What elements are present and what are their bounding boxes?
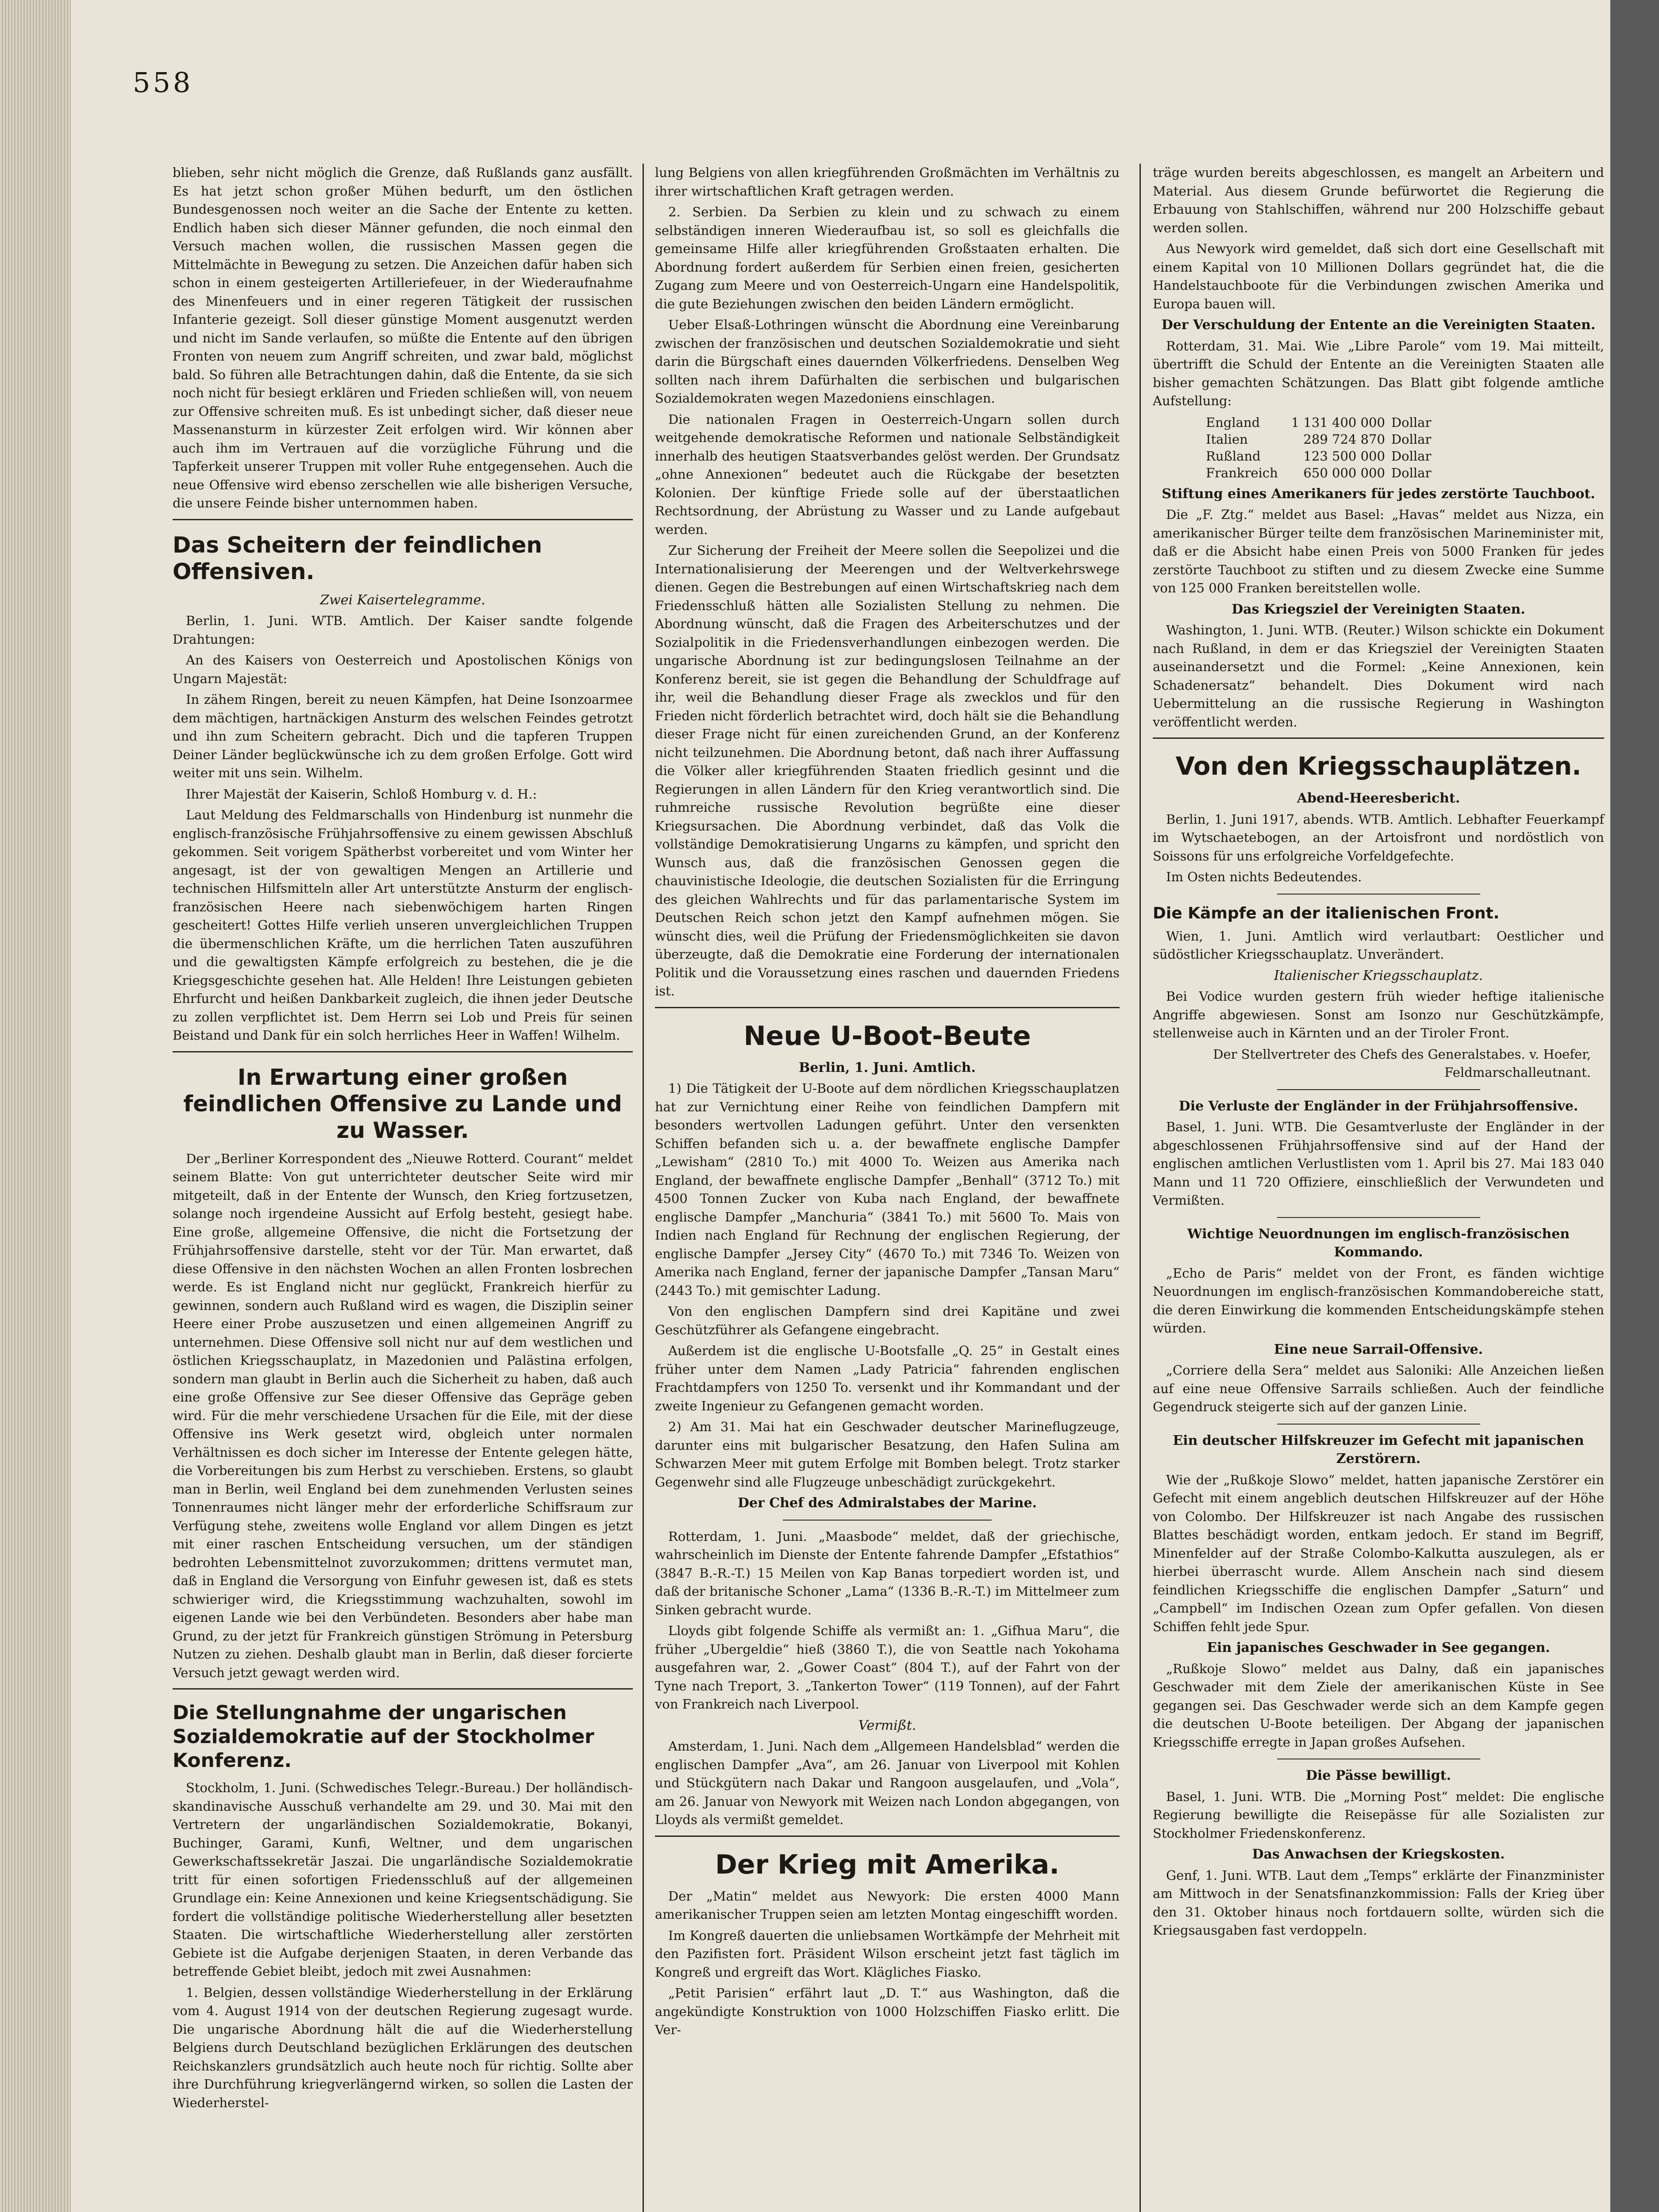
subheadline: Abend-Heeresbericht. xyxy=(1297,791,1460,806)
headline: Die Kämpfe an der italienischen Front. xyxy=(1153,904,1500,922)
article-text: Berlin, 1. Juni 1917, abends. WTB. Amtlich. Lebhafter Feuerkampf im Wytschaetebogen, an der Artoisfront und nordöstlich von Soissons für uns erfolgreiche Vorfeldgefechte. xyxy=(1153,811,1604,864)
article-text: Die nationalen Fragen in Oesterreich-Ungarn sollen durch weitgehende demokratische Reformen und nationale Selbständigkeit innerhalb des heutigen Staatsverbandes gelöst werden. Der Grundsatz „ohne Annexionen“ bedeutet auch die Rückgabe der besetzten Kolonien. Der künftige Friede solle auf der überstaatlichen Rechtsordnung, der Abrüstung zu Wasser und zu Lande aufgebaut werden. xyxy=(655,411,1120,537)
subheadline: Vermißt. xyxy=(858,1717,916,1733)
article-text: Außerdem ist die englische U-Bootsfalle „Q. 25“ in Gestalt eines früher unter dem Namen „Lady Patricia“ fahrenden englischen Frachtdampfers von 1250 To. versenkt und ihr Kommandant und der zweite Ingenieur zu Gefangenen gemacht worden. xyxy=(655,1343,1120,1413)
subheadline: Eine neue Sarrail-Offensive. xyxy=(1274,1341,1483,1357)
article-text: 2) Am 31. Mai hat ein Geschwader deutscher Marineflugzeuge, darunter eins mit bulgarischer Besatzung, den Hafen Sulina am Schwarzen Meer mit gutem Erfolge mit Bomben belegt. Trotz starker Gegenwehr sind alle Flugzeuge unbeschädigt zurückgekehrt. xyxy=(655,1419,1120,1490)
article-text: „Echo de Paris“ meldet von der Front, es fänden wichtige Neuordnungen im englisch-französischen Kommandobereiche statt, die deren Einwirkung die kommenden Entscheidungskämpfe stehen würden. xyxy=(1153,1265,1604,1336)
amount-cell: 123 500 000 xyxy=(1303,448,1385,464)
article-text: Zur Sicherung der Freiheit der Meere sollen die Seepolizei und die Internationalisierung der Meerengen und der Weltverkehrswege dienen. Gegen die Bestrebungen auf einen Wirtschaftskrieg nach dem Friedensschluß hätten alle Sozialisten Stellung zu nehmen. Die Abordnung wünscht, daß die Fragen des Arbeiterschutzes und der Sozialpolitik in die Friedensverhandlungen einbezogen werden. Die ungarische Abordnung ist zur bedingungslosen Teilnahme an der Konferenz bereit, sie ist gegen die Behandlung der Schuldfrage auf ihr, weil die Behandlung dieser Frage als zwecklos und für den Frieden nicht förderlich betrachtet wird, doch hält sie die Behandlung dieser Frage nicht für einen zureichenden Grund, an der Konferenz nicht teilzunehmen. Die Abordnung betont, daß nach ihrer Auffassung die Völker aller kriegführenden Staaten friedlich gesinnt und die Regierungen in allen Ländern für den Krieg verantwortlich sind. Die ruhmreiche russische Revolution begrüßte eine dieser Kriegsursachen. Die Abordnung verbindet, daß das Volk die vollständige Demokratisierung Ungarns zu kämpfen, und spricht den Wunsch aus, daß die französischen Genossen gegen die chauvinistische Ideologie, die deutschen Sozialisten für die Erringung des gleichen Wahlrechts und für das parlamentarische System im Deutschen Reich schon jetzt den Kampf aufnehmen mögen. Sie wünscht dies, weil die Prüfung der Friedensmöglichkeiten sie davon überzeugte, daß die Demokratie eine Forderung der internationalen Politik und die Voraussetzung eines raschen und dauernden Friedens ist. xyxy=(655,543,1120,998)
table-row xyxy=(1206,448,1444,465)
article-text: lung Belgiens von allen kriegführenden Großmächten im Verhältnis zu ihrer wirtschaftlichen Kraft getragen werden. xyxy=(655,165,1120,199)
divider xyxy=(1277,1424,1480,1425)
article-text: Washington, 1. Juni. WTB. (Reuter.) Wilson schickte ein Dokument nach Rußland, in dem er das Kriegsziel der Vereinigten Staaten auseinandersetzt und die Formel: „Keine Annexionen, kein Schadenersatz“ behandelt. Dies Dokument wird nach Uebermittelung an die russische Regierung in Washington veröffentlicht werden. xyxy=(1153,622,1604,730)
unit-cell: Dollar xyxy=(1391,415,1432,430)
country-cell: Italien xyxy=(1206,431,1248,447)
divider xyxy=(173,1688,633,1690)
article-text: träge wurden bereits abgeschlossen, es mangelt an Arbeitern und Material. Aus diesem Grunde befürwortet die Regierung die Erbauung von Stahlschiffen, während nur 200 Holzschiffe gebaut werden sollen. xyxy=(1153,165,1604,235)
article-text: 1) Die Tätigkeit der U-Boote auf dem nördlichen Kriegsschauplatzen hat zur Vernichtung einer Reihe von feindlichen Dampfern mit besonders wertvollen Ladungen geführt. Unter den versenkten Schiffen befanden sich u. a. der bewaffnete englische Dampfer „Lewisham“ (2810 To.) mit 4000 To. Weizen aus Amerika nach England, der bewaffnete englische Dampfer „Benhall“ (3712 To.) mit 4500 Tonnen Zucker von Kuba nach England, der bewaffnete englische Dampfer „Manchuria“ (3841 To.) mit 5600 To. Mais von Indien nach England für Rechnung der englischen Regierung, der englische Dampfer „Jersey City“ (4670 To.) mit 7346 To. Weizen von Amerika nach England, ferner der japanische Dampfer „Tansan Maru“ (2443 To.) mit gemischter Ladung. xyxy=(655,1081,1120,1298)
subheadline: Die Pässe bewilligt. xyxy=(1305,1768,1451,1783)
headline: Neue U-Boot-Beute xyxy=(743,1020,1031,1052)
article-text: Berlin, 1. Juni. WTB. Amtlich. Der Kaiser sandte folgende Drahtungen: xyxy=(173,613,633,647)
article-text: Ihrer Majestät der Kaiserin, Schloß Homburg v. d. H.: xyxy=(186,786,537,802)
headline: Von den Kriegsschauplätzen. xyxy=(1175,752,1582,781)
table-row xyxy=(1206,431,1444,448)
divider xyxy=(1153,737,1604,739)
article-text: Basel, 1. Juni. WTB. Die „Morning Post“ meldet: Die englische Regierung bewilligte die Reisepässe für alle Sozialisten zur Stockholmer Friedenskonferenz. xyxy=(1153,1789,1604,1841)
article-text: Die „F. Ztg.“ meldet aus Basel: „Havas“ meldet aus Nizza, ein amerikanischer Bürger teilte dem französischen Marineminister mit, daß er die Absicht habe einen Preis von 5000 Franken für jedes zerstörte Tauchboot zu stiften und zu diesem Zwecke eine Summe von 125 000 Franken bereitstellen wolle. xyxy=(1153,507,1604,595)
amount-cell: 289 724 870 xyxy=(1303,431,1385,447)
headline: In Erwartung einer großen feindlichen Offensive zu Lande und zu Wasser. xyxy=(183,1064,622,1143)
amount-cell: 650 000 000 xyxy=(1303,465,1385,480)
article-text: Bei Vodice wurden gestern früh wieder heftige italienische Angriffe abgewiesen. Sonst am Isonzo nur Geschützkämpfe, stellenweise auch in Kärnten und an der Tiroler Front. xyxy=(1153,989,1604,1041)
article-text: blieben, sehr nicht möglich die Grenze, daß Rußlands ganz ausfällt. Es hat jetzt schon großer Mühen bedurft, um den östlichen Bundesgenossen noch weiter an die Sache der Entente zu ketten. Endlich haben sich dieser Männer gefunden, die noch einmal den Versuch machen wollen, die russischen Massen gegen die Mittelmächte in Bewegung zu setzen. Die Anzeichen dafür haben sich schon in einem gesteigerten Artilleriefeuer, in der Wiederaufnahme des Minenfeuers und in einer regeren Tätigkeit der russischen Infanterie gezeigt. Soll dieser günstige Moment ausgenutzt werden und nicht im Sande verlaufen, so müßte die Entente auf den übrigen Fronten von neuem zum Angriff schreiten, und zwar bald, möglichst bald. So führen alle Betrachtungen dahin, daß die Entente, da sie sich noch nicht für besiegt erklären und Frieden schließen will, von neuem zur Offensive schreiten muß. Es ist unbedingt sicher, daß dieser neue Massenansturm in kürzester Zeit erfolgen wird. Wir können aber auch ihm im Vertrauen auf die vorzügliche Führung und die Tapferkeit unserer Truppen mit voller Ruhe entgegensehen. Auch die neue Offensive wird ebenso zerschellen wie alle bisherigen Versuche, die unsere Feinde bisher unternommen haben. xyxy=(173,165,633,511)
divider xyxy=(1277,1217,1480,1218)
article-text: Stockholm, 1. Juni. (Schwedisches Telegr.-Bureau.) Der holländisch-skandinavische Ausschuß verhandelte am 29. und 30. Mai mit den Vertretern der ungarländischen Sozialdemokratie, Bokanyi, Buchinger, Garami, Kunfi, Weltner, und dem ungarischen Gewerkschaftssekretär Jaszai. Die ungarländische Sozialdemokratie tritt für einen sofortigen Friedensschluß auf der allgemeinen Grundlage ein: Keine Annexionen und keine Kriegsentschädigung. Sie fordert die vollständige politische Wiederherstellung aller besetzten Staaten. Die wirtschaftliche Wiederherstellung aller zerstörten Gebiete ist die Aufgabe derjenigen Staaten, in deren Verbande das betreffende Gebiet bleibt, jedoch mit zwei Ausnahmen: xyxy=(173,1780,633,1979)
article-text: In zähem Ringen, bereit zu neuen Kämpfen, hat Deine Isonzoarmee dem mächtigen, hartnäckigen Ansturm des welschen Feindes getrotzt und ihn zum Scheitern gebracht. Dich und die tapferen Truppen Deiner Länder beglückwünsche ich zu dem großen Erfolge. Gott wird weiter mit uns sein. Wilhelm. xyxy=(173,692,633,780)
subheadline: Der Verschuldung der Entente an die Vereinigten Staaten. xyxy=(1161,317,1596,333)
divider xyxy=(1277,1089,1480,1090)
page-number: 558 xyxy=(133,66,193,99)
country-cell: Rußland xyxy=(1206,448,1261,464)
article-text: „Corriere della Sera“ meldet aus Saloniki: Alle Anzeichen ließen auf eine neue Offensive Sarrails schließen. Auch der feindliche Gegendruck steigerte sich auf der ganzen Linie. xyxy=(1153,1363,1604,1414)
article-text: Amsterdam, 1. Juni. Nach dem „Allgemeen Handelsblad“ werden die englischen Dampfer „Ava“, am 26. Januar von Liverpool mit Kohlen und Stückgütern nach Dakar und Rangoon ausgelaufen, und „Vola“, am 26. Januar von Newyork mit Weizen nach London abgegangen, von Lloyds als vermißt gemeldet. xyxy=(655,1739,1120,1827)
subheadline: Das Kriegsziel der Vereinigten Staaten. xyxy=(1232,601,1525,617)
article-text: Rotterdam, 31. Mai. Wie „Libre Parole“ vom 19. Mai mitteilt, übertrifft die Schuld der Entente an die Vereinigten Staaten alle bisher gemachten Schätzungen. Das Blatt gibt folgende amtliche Aufstellung: xyxy=(1153,338,1604,408)
article-text: „Rußkoje Slowo“ meldet aus Dalny, daß ein japanisches Geschwader mit dem Ziele der amerikanischen Küste in See gegangen sei. Das Geschwader werde sich an dem Kampfe gegen die deutschen U-Boote beteiligen. Der Abgang der japanischen Kriegsschiffe erregte in Japan großes Aufsehen. xyxy=(1153,1661,1604,1750)
country-cell: England xyxy=(1206,415,1260,430)
article-text: Der „Matin“ meldet aus Newyork: Die ersten 4000 Mann amerikanischer Truppen seien am letzten Montag eingeschifft worden. xyxy=(655,1888,1120,1922)
subheadline: Zwei Kaisertelegramme. xyxy=(320,592,485,608)
article-text: Von den englischen Dampfern sind drei Kapitäne und zwei Geschützführer als Gefangene eingebracht. xyxy=(655,1304,1120,1337)
article-text: Der „Berliner Korrespondent des „Nieuwe Rotterd. Courant“ meldet seinem Blatte: Von gut unterrichteter deutscher Seite wird mir mitgeteilt, daß in der Entente der Wunsch, den Krieg fortzusetzen, solange noch irgendeine Aussicht auf Erfolg besteht, gesiegt habe. Eine große, allgemeine Offensive, die nicht die Fortsetzung der Frühjahrsoffensive darstelle, steht vor der Tür. Man erwartet, daß diese Offensive in den nächsten Wochen an allen Fronten losbrechen werde. Es ist England nicht nur geglückt, Frankreich hierfür zu gewinnen, sondern auch Rußland wird es wagen, die Disziplin seiner Heere einer Probe auszusetzen und einen allgemeinen Angriff zu unternehmen. Diese Offensive soll nicht nur auf dem westlichen und östlichen Kriegsschauplatz, in Mazedonien und Palästina erfolgen, sondern man glaubt in Berlin auch die Sicherheit zu haben, daß auch eine große Offensive zur See dieser Offensive das Gepräge geben wird. Für die mehr verschiedene Ursachen für die Eile, mit der diese Offensive ins Werk gesetzt wird, obgleich unter normalen Verhältnissen es doch sicher im Interesse der Entente gelegen hätte, die Vorbereitungen bis zum Herbst zu verschieben. Erstens, so glaubt man in Berlin, weil England bei dem zunehmenden Verlusten seines Tonnenraumes nicht länger mehr der erforderliche Schiffsraum zur Verfügung stehe, zweitens wolle England vor allem Dingen es jetzt mit einer raschen Entscheidung versuchen, um der ständigen bedrohten Lebensmittelnot zuvorzukommen; drittens vermutet man, daß in England die Versorgung von Einfuhr gewesen ist, daß es stets schwieriger wird, die Kriegsstimmung wachzuhalten, sowohl im eigenen Lande wie bei den Verbündeten. Besonders aber habe man Grund, zu der jetzt für Frankreich günstigen Strömung in Petersburg Nutzen zu ziehen. Deshalb glaubt man in Berlin, daß dieser forcierte Versuch jetzt gewagt werden wird. xyxy=(173,1151,633,1680)
country-cell: Frankreich xyxy=(1206,465,1278,480)
article-text: Im Kongreß dauerten die unliebsamen Wortkämpfe der Mehrheit mit den Pazifisten fort. Präsident Wilson erscheint jetzt fast täglich im Kongreß und ergreift das Wort. Klägliches Fiasko. xyxy=(655,1928,1120,1980)
signature: Der Chef des Admiralstabes der Marine. xyxy=(738,1495,1037,1511)
divider xyxy=(783,1520,992,1521)
article-text: Ueber Elsaß-Lothringen wünscht die Abordnung eine Vereinbarung zwischen der französischen und deutschen Sozialdemokratie und sieht darin die Bürgschaft eines dauernden Völkerfriedens. Denselben Weg sollten nach ihrem Dafürhalten die serbischen und bulgarischen Sozialdemokraten wegen Mazedoniens einschlagen. xyxy=(655,317,1120,406)
article-text: Wie der „Rußkoje Slowo“ meldet, hatten japanische Zerstörer ein Gefecht mit einem angeblich deutschen Hilfskreuzer auf der Höhe von Colombo. Der Hilfskreuzer ist nach Angabe des russischen Blattes beschädigt worden, entkam jedoch. Er stand im Begriff, Minenfelder auf der Straße Colombo-Kalkutta auszulegen, als er hierbei überrascht wurde. Allem Anschein nach sind diesem feindlichen Kriegsschiffe die englischen Dampfer „Saturn“ und „Campbell“ im Indischen Ozean zum Opfer gefallen. Von diesen Schiffen fehlt jede Spur. xyxy=(1153,1472,1604,1634)
table-row xyxy=(1206,465,1444,481)
article-text: „Petit Parisien“ erfährt laut „D. T.“ aus Washington, daß die angekündigte Konstruktion von 1000 Holzschiffen Fiasko erlitt. Die Ver- xyxy=(655,1985,1120,2037)
subheadline: Wichtige Neuordnungen im englisch-französischen Kommando. xyxy=(1187,1226,1570,1260)
unit-cell: Dollar xyxy=(1391,448,1432,464)
signature: Der Stellvertreter des Chefs des Generalstabes. v. Hoefer, Feldmarschalleutnant. xyxy=(1213,1046,1591,1080)
article-text: Genf, 1. Juni. WTB. Laut dem „Temps“ erklärte der Finanzminister am Mittwoch in der Senatsfinanzkommission: Falls der Krieg über den 31. Oktober hinaus noch fortdauern sollte, würden sich die Kriegsausgaben fast verdoppeln. xyxy=(1153,1867,1604,1938)
article-text: Rotterdam, 1. Juni. „Maasbode“ meldet, daß der griechische, wahrscheinlich im Dienste der Entente fahrende Dampfer „Efstathios“ (3847 B.-R.-T.) 15 Meilen von Kap Banas torpediert worden ist, und daß der britanische Schoner „Lama“ (1336 B.-R.-T.) im Mittelmeer zum Sinken gebracht wurde. xyxy=(655,1528,1120,1617)
divider xyxy=(655,1836,1120,1837)
unit-cell: Dollar xyxy=(1391,431,1432,447)
subheadline: Stiftung eines Amerikaners für jedes zerstörte Tauchboot. xyxy=(1162,486,1595,502)
subheadline: Das Anwachsen der Kriegskosten. xyxy=(1252,1847,1505,1862)
headline: Das Scheitern der feindlichen Offensiven. xyxy=(173,532,543,584)
subheadline: Ein japanisches Geschwader in See gegangen. xyxy=(1207,1640,1550,1655)
amount-cell: 1 131 400 000 xyxy=(1291,415,1385,430)
column-rule xyxy=(643,164,644,2212)
article-text: Wien, 1. Juni. Amtlich wird verlautbart: Oestlicher und südöstlicher Kriegsschauplatz. Unverändert. xyxy=(1153,928,1604,962)
article-text: 2. Serbien. Da Serbien zu klein und zu schwach zu einem selbständigen inneren Wiederaufbau ist, so soll es gleichfalls die gemeinsame Hilfe aller kriegführenden Großstaaten erhalten. Die Abordnung fordert außerdem für Serbien einen freien, gesicherten Zugang zum Meere und von Oesterreich-Ungarn eine Handelspolitik, die gute Beziehungen zwischen den beiden Ländern ermöglicht. xyxy=(655,204,1120,311)
article-text: Basel, 1. Juni. WTB. Die Gesamtverluste der Engländer in der abgeschlossenen Frühjahrsoffensive sind auf der Hand der englischen amtlichen Verlustlisten vom 1. April bis 27. Mai 183 040 Mann und 11 720 Offiziere, einschließlich der Verwundeten und Vermißten. xyxy=(1153,1119,1604,1208)
unit-cell: Dollar xyxy=(1391,465,1432,480)
article-text: 1. Belgien, dessen vollständige Wiederherstellung in der Erklärung vom 4. August 1914 von der deutschen Regierung zugesagt wurde. Die ungarische Abordnung hält die auf die Wiederherstellung Belgiens durch Deutschland bezüglichen Erklärungen des deutschen Reichskanzlers grundsätzlich auch heute noch für richtig. Sollte aber ihre Durchführung kriegverlängernd wirken, so sollen die Lasten der Wiederherstel- xyxy=(173,1985,633,2110)
subheadline: Italienischer Kriegsschauplatz. xyxy=(1274,968,1483,983)
debt-table xyxy=(1206,414,1444,481)
article-text: Lloyds gibt folgende Schiffe als vermißt an: 1. „Gifhua Maru“, die früher „Ubergeldie“ hieß (3860 T.), die von Seattle nach Yokohama ausgefahren war, 2. „Gower Coast“ (804 T.), auf der Fahrt von der Tyne nach Treport, 3. „Tankerton Tower“ (119 Tonnen), auf der Fahrt von Frankreich nach Liverpool. xyxy=(655,1623,1120,1712)
table-row xyxy=(1206,414,1444,431)
article-text: Im Osten nichts Bedeutendes. xyxy=(1166,869,1362,884)
article-text: Laut Meldung des Feldmarschalls von Hindenburg ist nunmehr die englisch-französische Frühjahrsoffensive zu einem gewissen Abschluß gekommen. Seit vorigem Spätherbst vorbereitet und vom Winter her angesagt, ist der von gewaltigen Mengen an Artillerie und technischen Hilfsmitteln aller Art unterstützte Ansturm der englisch-französischen Heere nach siebenwöchigem harten Ringen gescheitert! Gottes Hilfe verlieh unseren unvergleichlichen Truppen die übermenschlichen Kräfte, um die herrlichen Taten auszuführen und die gewaltigsten Kämpfe erfolgreich zu bestehen, die je die Kriegsgeschichte gesehen hat. Alle Helden! Ihre Leistungen gebieten Ehrfurcht und heißen Dankbarkeit zugleich, die ihnen jeder Deutsche zu zollen verpflichtet ist. Dem Herrn sei Lob und Preis für seinen Beistand und Dank für ein solch herrliches Heer in Waffen! Wilhelm. xyxy=(173,807,633,1043)
subheadline: Die Verluste der Engländer in der Frühjahrsoffensive. xyxy=(1178,1098,1578,1114)
headline: Die Stellungnahme der ungarischen Sozialdemokratie auf der Stockholmer Konferenz. xyxy=(173,1701,594,1772)
subheadline: Ein deutscher Hilfskreuzer im Gefecht mit japanischen Zerstörern. xyxy=(1173,1432,1584,1467)
column-2 xyxy=(655,164,1120,2042)
subheadline: Berlin, 1. Juni. Amtlich. xyxy=(799,1060,976,1075)
divider xyxy=(173,519,633,520)
column-3 xyxy=(1153,164,1604,1943)
page-stack-edge xyxy=(0,0,71,2212)
article-text: An des Kaisers von Oesterreich und Apostolischen Königs von Ungarn Majestät: xyxy=(173,653,633,686)
article-text: Aus Newyork wird gemeldet, daß sich dort eine Gesellschaft mit einem Kapital von 10 Millionen Dollars gegründet hat, die die Handelstauchboote für die Verbindungen zwischen Amerika und Europa bauen will. xyxy=(1153,241,1604,311)
headline: Der Krieg mit Amerika. xyxy=(715,1849,1059,1880)
column-rule xyxy=(1139,164,1141,2212)
divider xyxy=(173,1051,633,1052)
column-1 xyxy=(173,164,633,2115)
divider xyxy=(1277,894,1480,895)
divider xyxy=(655,1007,1120,1008)
